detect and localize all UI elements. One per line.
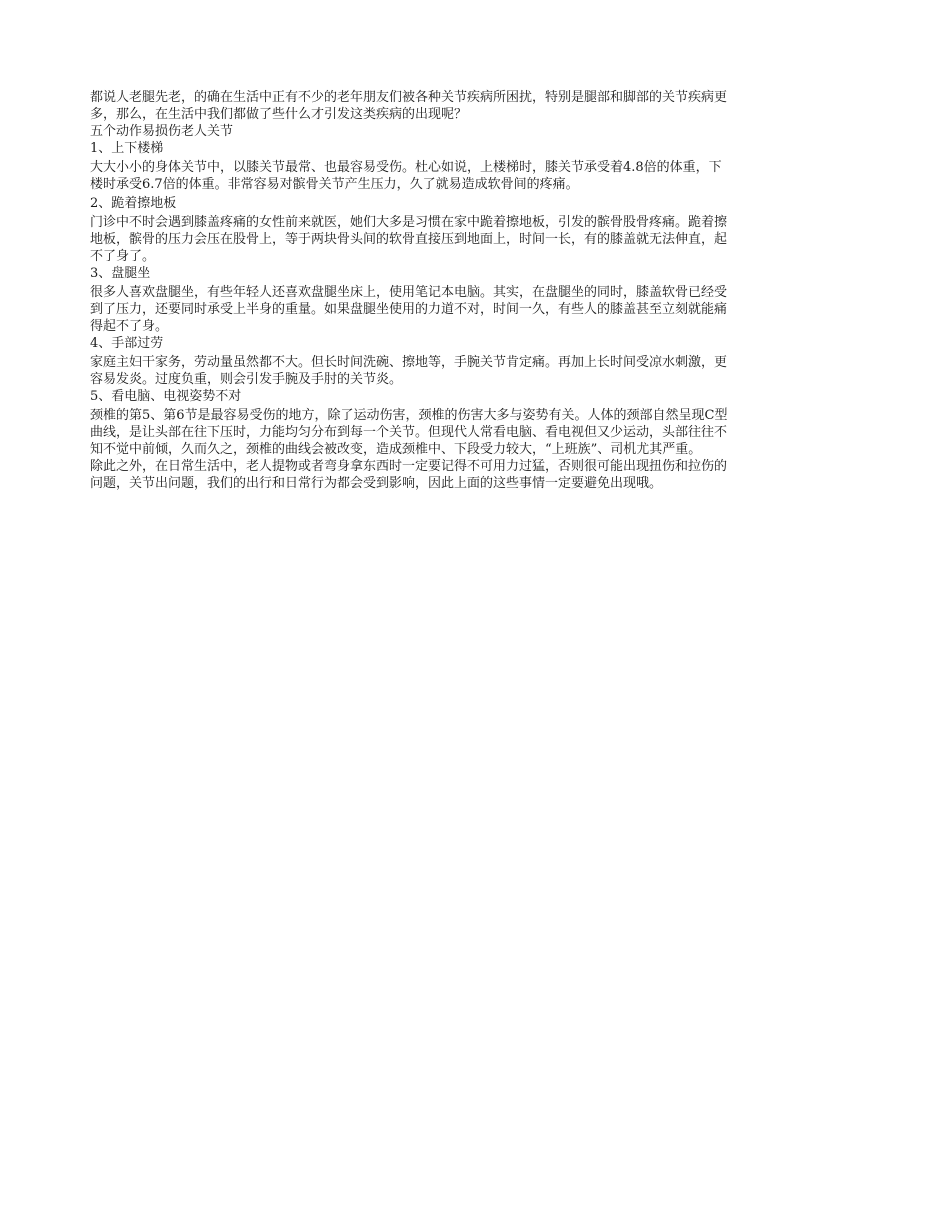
section-paragraph-posture [90,407,862,458]
intro-line: 多，那么，在生活中我们都做了些什么才引发这类疾病的出现呢？ [90,107,468,122]
paragraph-line: 除此之外，在日常生活中，老人提物或者弯身拿东西时一定要记得不可用力过猛，否则很可能出现扭伤和拉伤的 [90,459,728,474]
document-body [90,89,862,492]
intro-paragraph [90,89,862,123]
paragraph-line: 家庭主妇干家务，劳动量虽然都不大。但长时间洗碗、擦地等，手腕关节肯定痛。再加上长时间受凉水刺激，更 [90,355,728,370]
paragraph-line: 知不觉中前倾，久而久之，颈椎的曲线会被改变，造成颈椎中、下段受力较大，“上班族”、司机尤其严重。 [90,442,702,457]
section-paragraph-stairs [90,159,862,193]
section-paragraph-cross-legged [90,284,862,335]
paragraph-line: 到了压力，还要同时承受上半身的重量。如果盘腿坐使用的力道不对，时间一久，有些人的膝盖甚至立刻就能痛 [90,302,728,317]
section-paragraph-hands [90,354,862,388]
paragraph-line: 地板，髌骨的压力会压在股骨上，等于两块骨头间的软骨直接压到地面上，时间一长，有的膝盖就无法伸直，起 [90,232,728,247]
section-heading-kneeling: 2、跪着擦地板 [90,196,177,211]
paragraph-line: 很多人喜欢盘腿坐，有些年轻人还喜欢盘腿坐床上，使用笔记本电脑。其实，在盘腿坐的同时，膝盖软骨已经受 [90,285,728,300]
section-heading-stairs: 1、上下楼梯 [90,141,164,156]
paragraph-line: 楼时承受6.7倍的体重。非常容易对髌骨关节产生压力，久了就易造成软骨间的疼痛。 [90,177,579,192]
section-heading-cross-legged: 3、盘腿坐 [90,266,151,281]
article-title: 五个动作易损伤老人关节 [90,124,234,139]
paragraph-line: 得起不了身。 [90,319,169,334]
section-heading-hands: 4、手部过劳 [90,336,164,351]
paragraph-line: 曲线，是让头部在往下压时，力能均匀分布到每一个关节。但现代人常看电脑、看电视但又少运动，头部往往不 [90,425,728,440]
conclusion-paragraph [90,458,862,492]
paragraph-line: 容易发炎。过度负重，则会引发手腕及手肘的关节炎。 [90,372,403,387]
paragraph-line: 大大小小的身体关节中，以膝关节最常、也最容易受伤。杜心如说，上楼梯时，膝关节承受着4.8倍的体重，下 [90,160,722,175]
section-paragraph-kneeling [90,214,862,265]
paragraph-line: 问题，关节出问题，我们的出行和日常行为都会受到影响，因此上面的这些事情一定要避免出现哦。 [90,476,663,491]
paragraph-line: 门诊中不时会遇到膝盖疼痛的女性前来就医，她们大多是习惯在家中跪着擦地板，引发的髌骨股骨疼痛。跪着擦 [90,215,728,230]
paragraph-line: 不了身了。 [90,249,156,264]
section-heading-posture: 5、看电脑、电视姿势不对 [90,389,242,404]
intro-line: 都说人老腿先老，的确在生活中正有不少的老年朋友们被各种关节疾病所困扰，特别是腿部和脚部的关节疾病更 [90,90,728,105]
paragraph-line: 颈椎的第5、第6节是最容易受伤的地方，除了运动伤害，颈椎的伤害大多与姿势有关。人体的颈部自然呈现C型 [90,408,728,423]
